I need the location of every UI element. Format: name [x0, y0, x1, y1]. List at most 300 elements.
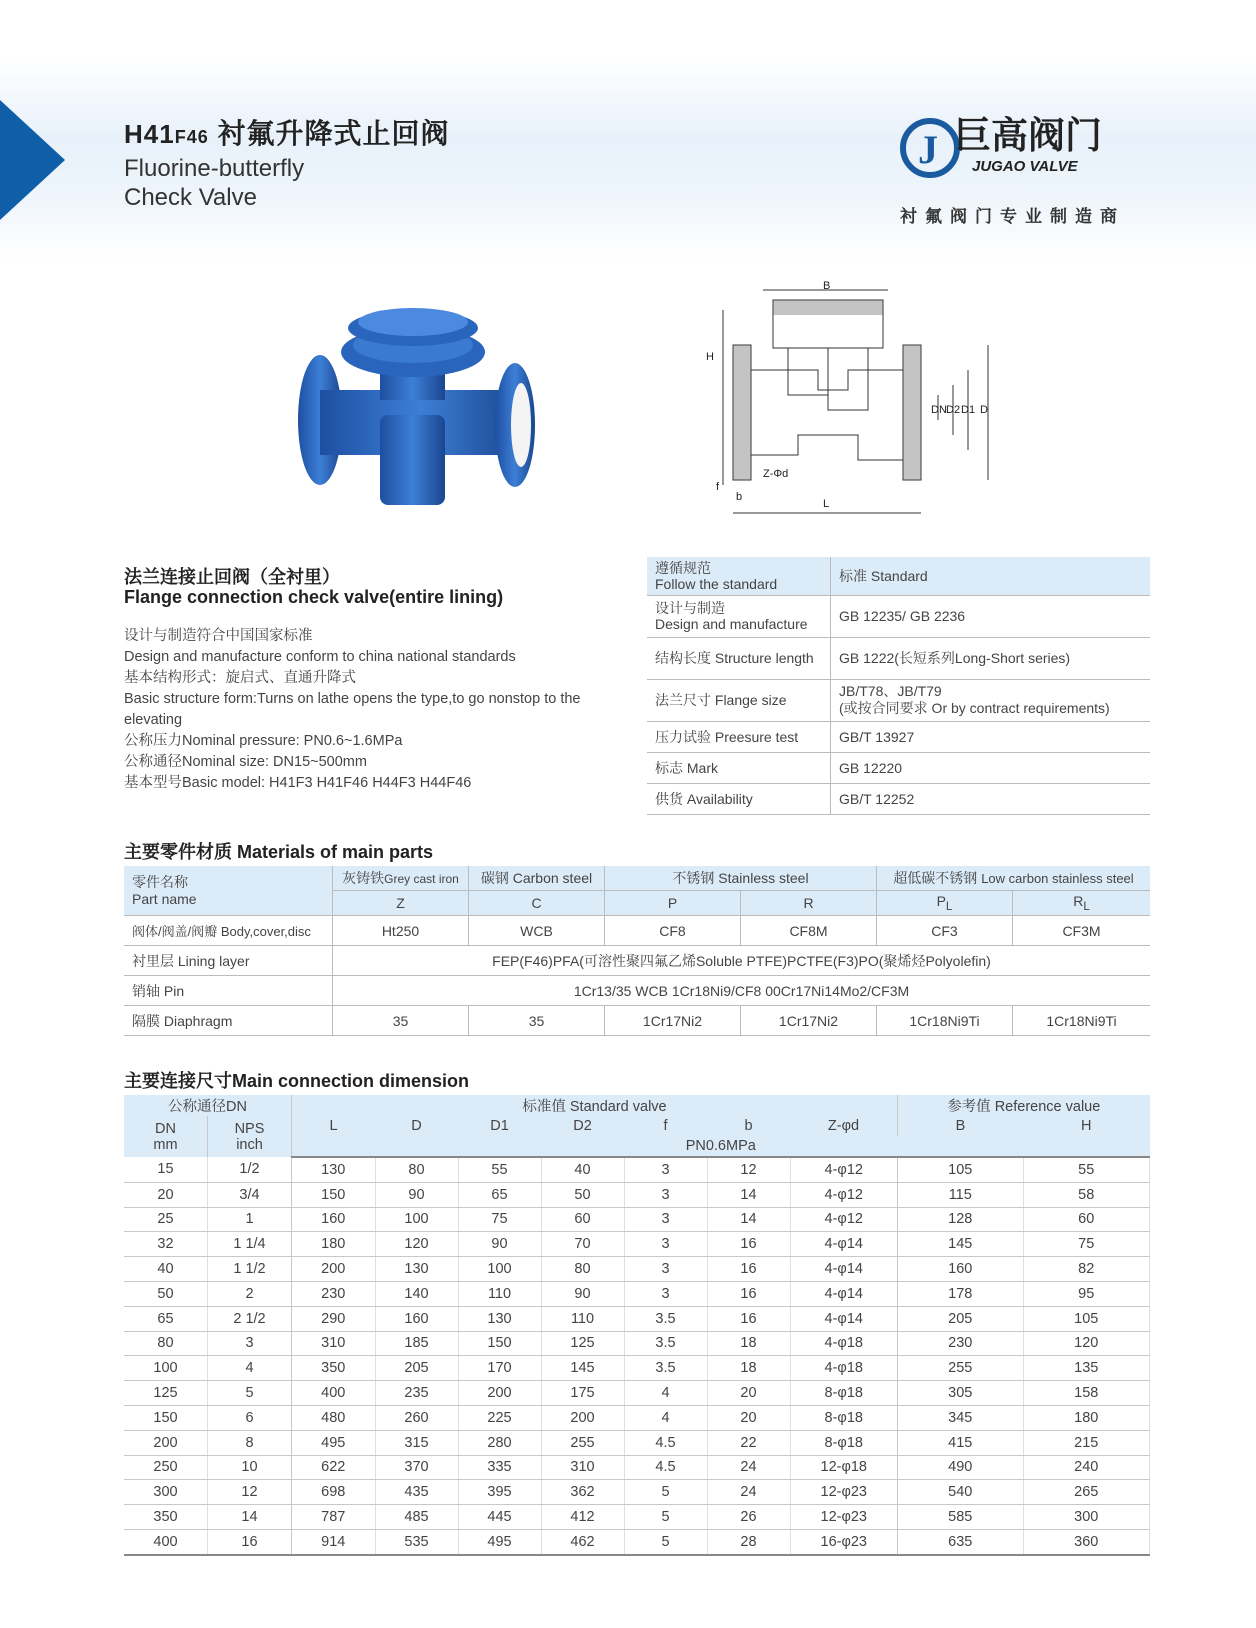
table-cell: 150	[292, 1182, 376, 1207]
svg-text:J: J	[918, 127, 938, 172]
table-cell: 16	[707, 1281, 790, 1306]
material-value: CF3	[877, 916, 1013, 946]
dim-h-label: H	[706, 351, 714, 363]
table-cell: 280	[458, 1430, 541, 1455]
logo-name-zh: 巨高阀门	[954, 114, 1102, 157]
table-cell: 495	[458, 1529, 541, 1554]
table-cell: 115	[898, 1182, 1024, 1207]
dim-header-ref: 参考值 Reference value	[898, 1095, 1150, 1116]
table-cell: 160	[375, 1306, 458, 1331]
table-cell: 145	[541, 1356, 624, 1381]
standards-row	[647, 783, 1150, 814]
std-value: JB/T78、JB/T79	[839, 683, 942, 699]
std-value: GB 1222(长短系列Long-Short series)	[831, 637, 1151, 679]
intro-text	[124, 626, 604, 794]
table-cell: 4-φ14	[790, 1257, 898, 1282]
material-value: CF8M	[741, 916, 877, 946]
table-cell: 130	[458, 1306, 541, 1331]
table-cell: 75	[458, 1207, 541, 1232]
table-cell: 100	[375, 1207, 458, 1232]
col-d1: D1	[458, 1116, 541, 1136]
material-value: 1Cr18Ni9Ti	[877, 1006, 1013, 1036]
col-l: L	[292, 1116, 376, 1136]
table-cell: 105	[898, 1157, 1024, 1182]
table-cell: 175	[541, 1381, 624, 1406]
dim-dn-label: DN	[931, 404, 947, 416]
table-cell: 4	[624, 1405, 707, 1430]
intro-line: 公称压力Nominal pressure: PN0.6~1.6MPa	[124, 733, 403, 749]
table-cell: 178	[898, 1281, 1024, 1306]
table-cell: 5	[624, 1529, 707, 1554]
table-cell: 1 1/4	[208, 1232, 292, 1257]
table-cell: 462	[541, 1529, 624, 1554]
table-cell: 200	[292, 1257, 376, 1282]
col-z: Z-φd	[790, 1116, 898, 1136]
table-cell: 20	[124, 1182, 208, 1207]
table-cell: 128	[898, 1207, 1024, 1232]
std-value: GB/T 12252	[831, 783, 1151, 814]
standards-row	[647, 679, 1150, 721]
table-cell: 6	[208, 1405, 292, 1430]
table-cell: 65	[124, 1306, 208, 1331]
table-cell: 12-φ23	[790, 1480, 898, 1505]
low-carbon-en: Low carbon stainless steel	[981, 871, 1134, 886]
table-cell: 16	[707, 1257, 790, 1282]
table-cell: 335	[458, 1455, 541, 1480]
code-rl-sub: L	[1083, 899, 1090, 913]
stainless-zh: 不锈钢	[672, 870, 715, 886]
table-cell: 110	[541, 1306, 624, 1331]
material-value: 35	[469, 1006, 605, 1036]
table-cell: 400	[124, 1529, 208, 1554]
code-p: P	[605, 891, 741, 916]
table-cell: 20	[707, 1405, 790, 1430]
table-cell: 260	[375, 1405, 458, 1430]
code-r: R	[741, 891, 877, 916]
table-cell: 16	[707, 1232, 790, 1257]
table-cell: 40	[541, 1157, 624, 1182]
table-cell: 4	[208, 1356, 292, 1381]
intro-line: Design and manufacture conform to china national standards	[124, 649, 516, 665]
materials-row-diaphragm	[124, 1006, 1150, 1036]
intro-heading-en: Flange connection check valve(entire lining)	[124, 587, 504, 607]
table-cell: 22	[707, 1430, 790, 1455]
page-title	[124, 112, 450, 152]
table-cell: 230	[292, 1281, 376, 1306]
table-cell: 230	[898, 1331, 1024, 1356]
intro-line: 基本型号Basic model: H41F3 H41F46 H44F3 H44F46	[124, 775, 472, 791]
table-cell: 350	[124, 1505, 208, 1530]
table-row	[124, 1381, 1150, 1406]
material-value: 1Cr18Ni9Ti	[1013, 1006, 1151, 1036]
standards-header	[647, 557, 1150, 595]
materials-title: 主要零件材质 Materials of main parts	[124, 842, 434, 862]
code-pl-sub: L	[945, 899, 953, 913]
table-cell: 205	[898, 1306, 1024, 1331]
table-cell: 180	[292, 1232, 376, 1257]
table-cell: 622	[292, 1455, 376, 1480]
table-cell: 95	[1023, 1281, 1150, 1306]
dim-body	[124, 1157, 1150, 1555]
standards-row	[647, 595, 1150, 637]
table-cell: 3.5	[624, 1306, 707, 1331]
materials-row-lining	[124, 946, 1150, 976]
table-cell: 26	[707, 1505, 790, 1530]
dim-header-std: 标准值 Standard valve	[292, 1095, 898, 1116]
table-cell: 3	[624, 1182, 707, 1207]
table-cell: 16	[208, 1529, 292, 1554]
table-cell: 4-φ12	[790, 1157, 898, 1182]
code-c: C	[469, 891, 605, 916]
table-row	[124, 1306, 1150, 1331]
table-cell: 75	[1023, 1232, 1150, 1257]
table-cell: 140	[375, 1281, 458, 1306]
std-head-k1: 遵循规范	[655, 559, 711, 576]
table-cell: 8-φ18	[790, 1381, 898, 1406]
table-cell: 300	[1023, 1505, 1150, 1530]
dim-z-label: Z-Φd	[763, 468, 789, 480]
intro-heading-zh: 法兰连接止回阀（全衬里）	[124, 567, 340, 587]
table-row	[124, 1405, 1150, 1430]
table-cell: 535	[375, 1529, 458, 1554]
table-row	[124, 1455, 1150, 1480]
table-cell: 360	[1023, 1529, 1150, 1554]
table-cell: 310	[292, 1331, 376, 1356]
table-cell: 290	[292, 1306, 376, 1331]
std-value: GB 12220	[831, 752, 1151, 783]
table-cell: 200	[458, 1381, 541, 1406]
technical-drawing	[706, 280, 1043, 540]
table-cell: 3.5	[624, 1331, 707, 1356]
table-row	[124, 1529, 1150, 1554]
table-cell: 240	[1023, 1455, 1150, 1480]
table-cell: 490	[898, 1455, 1024, 1480]
std-key: 标志 Mark	[647, 752, 831, 783]
material-value: WCB	[469, 916, 605, 946]
table-cell: 55	[458, 1157, 541, 1182]
table-cell: 58	[1023, 1182, 1150, 1207]
table-cell: 25	[124, 1207, 208, 1232]
material-value: 1Cr17Ni2	[605, 1006, 741, 1036]
table-cell: 20	[707, 1381, 790, 1406]
table-cell: 914	[292, 1529, 376, 1554]
grey-en: Grey cast iron	[384, 872, 459, 886]
dim-f-label: f	[716, 481, 720, 493]
dim-pressure: PN0.6MPa	[292, 1136, 1150, 1157]
valve-photo	[285, 300, 560, 535]
title-en-line1: Fluorine-butterfly	[124, 155, 305, 182]
material-value: CF8	[605, 916, 741, 946]
part-name-zh: 零件名称	[132, 873, 188, 890]
table-cell: 250	[124, 1455, 208, 1480]
table-cell: 435	[375, 1480, 458, 1505]
dim-l-label: L	[823, 498, 830, 510]
table-cell: 50	[541, 1182, 624, 1207]
table-cell: 100	[458, 1257, 541, 1282]
table-cell: 395	[458, 1480, 541, 1505]
material-label: 隔膜 Diaphragm	[124, 1006, 333, 1036]
table-cell: 415	[898, 1430, 1024, 1455]
table-cell: 315	[375, 1430, 458, 1455]
intro-line: 基本结构形式：旋启式、直通升降式	[124, 670, 356, 686]
table-cell: 12-φ18	[790, 1455, 898, 1480]
table-cell: 8-φ18	[790, 1405, 898, 1430]
grey-zh: 灰铸铁	[342, 870, 385, 886]
table-cell: 350	[292, 1356, 376, 1381]
table-cell: 787	[292, 1505, 376, 1530]
dim-d-label: D	[980, 404, 988, 416]
table-cell: 180	[1023, 1405, 1150, 1430]
table-cell: 495	[292, 1430, 376, 1455]
table-cell: 125	[541, 1331, 624, 1356]
table-cell: 15	[124, 1157, 208, 1182]
table-cell: 4-φ14	[790, 1232, 898, 1257]
page-subtitle	[124, 154, 304, 212]
material-value: 1Cr17Ni2	[741, 1006, 877, 1036]
col-nps-unit: inch	[236, 1136, 263, 1153]
table-cell: 370	[375, 1455, 458, 1480]
table-cell: 310	[541, 1455, 624, 1480]
materials-row-pin	[124, 976, 1150, 1006]
table-cell: 5	[624, 1480, 707, 1505]
table-cell: 4-φ14	[790, 1306, 898, 1331]
table-cell: 265	[1023, 1480, 1150, 1505]
table-cell: 4-φ12	[790, 1207, 898, 1232]
col-dn-unit: mm	[153, 1136, 178, 1153]
table-cell: 65	[458, 1182, 541, 1207]
dim-colhead-row	[124, 1116, 1150, 1136]
standards-row	[647, 637, 1150, 679]
std-value: GB 12235/ GB 2236	[831, 595, 1151, 637]
table-cell: 160	[292, 1207, 376, 1232]
materials-header-row	[124, 866, 1150, 891]
table-cell: 135	[1023, 1356, 1150, 1381]
table-cell: 3/4	[208, 1182, 292, 1207]
table-cell: 28	[707, 1529, 790, 1554]
table-cell: 170	[458, 1356, 541, 1381]
std-key-en: Design and manufacture	[655, 616, 808, 632]
table-cell: 412	[541, 1505, 624, 1530]
table-cell: 32	[124, 1232, 208, 1257]
title-zh: 衬氟升降式止回阀	[217, 118, 450, 149]
table-row	[124, 1182, 1150, 1207]
table-cell: 255	[898, 1356, 1024, 1381]
table-row	[124, 1480, 1150, 1505]
table-cell: 1 1/2	[208, 1257, 292, 1282]
table-cell: 215	[1023, 1430, 1150, 1455]
dim-d2-label: D2	[946, 404, 961, 416]
std-key: 供货 Availability	[647, 783, 831, 814]
table-cell: 14	[208, 1505, 292, 1530]
table-cell: 145	[898, 1232, 1024, 1257]
material-label: 阀体/阀盖/阀瓣 Body,cover,disc	[124, 916, 333, 946]
code-pl: P	[936, 893, 946, 910]
table-cell: 130	[292, 1157, 376, 1182]
table-cell: 24	[707, 1455, 790, 1480]
std-value: GB/T 13927	[831, 721, 1151, 752]
table-cell: 345	[898, 1405, 1024, 1430]
table-cell: 10	[208, 1455, 292, 1480]
model-sub: F46	[174, 127, 209, 147]
part-name-en: Part name	[132, 890, 197, 907]
table-cell: 4-φ14	[790, 1281, 898, 1306]
table-cell: 18	[707, 1356, 790, 1381]
table-row	[124, 1157, 1150, 1182]
model-code: H41	[124, 119, 175, 149]
dim-d1-label: D1	[961, 404, 976, 416]
stainless-en: Stainless steel	[718, 870, 809, 886]
material-value: Ht250	[333, 916, 469, 946]
table-cell: 150	[124, 1405, 208, 1430]
table-row	[124, 1331, 1150, 1356]
table-cell: 300	[124, 1480, 208, 1505]
table-cell: 305	[898, 1381, 1024, 1406]
table-cell: 400	[292, 1381, 376, 1406]
col-f: f	[624, 1116, 707, 1136]
table-row	[124, 1207, 1150, 1232]
material-value: 35	[333, 1006, 469, 1036]
dim-header-row	[124, 1095, 1150, 1116]
col-b: b	[707, 1116, 790, 1136]
dimension-title: 主要连接尺寸Main connection dimension	[124, 1071, 470, 1091]
table-cell: 185	[375, 1331, 458, 1356]
table-cell: 3	[624, 1232, 707, 1257]
standards-table	[647, 557, 1150, 815]
std-key: 法兰尺寸 Flange size	[647, 679, 831, 721]
code-rl: R	[1073, 893, 1084, 910]
material-label: 衬里层 Lining layer	[124, 946, 333, 976]
table-cell: 235	[375, 1381, 458, 1406]
table-cell: 3	[624, 1257, 707, 1282]
materials-table	[124, 866, 1150, 1036]
table-cell: 120	[375, 1232, 458, 1257]
table-cell: 50	[124, 1281, 208, 1306]
carbon-zh: 碳钢	[480, 870, 509, 886]
table-cell: 8	[208, 1430, 292, 1455]
table-cell: 14	[707, 1207, 790, 1232]
table-cell: 90	[458, 1232, 541, 1257]
table-cell: 100	[124, 1356, 208, 1381]
table-cell: 205	[375, 1356, 458, 1381]
material-value: CF3M	[1013, 916, 1151, 946]
table-cell: 635	[898, 1529, 1024, 1554]
table-cell: 200	[124, 1430, 208, 1455]
table-cell: 40	[124, 1257, 208, 1282]
intro-line: 设计与制造符合中国国家标准	[124, 628, 313, 644]
table-cell: 1/2	[208, 1157, 292, 1182]
logo-name-en: JUGAO VALVE	[972, 158, 1078, 175]
table-cell: 4-φ18	[790, 1331, 898, 1356]
low-carbon-zh: 超低碳不锈钢	[893, 870, 978, 886]
table-cell: 2	[208, 1281, 292, 1306]
std-head-v: 标准 Standard	[831, 557, 1151, 595]
carbon-en: Carbon steel	[512, 870, 593, 886]
table-cell: 90	[375, 1182, 458, 1207]
material-label: 销轴 Pin	[124, 976, 333, 1006]
table-cell: 4.5	[624, 1455, 707, 1480]
table-cell: 90	[541, 1281, 624, 1306]
table-cell: 255	[541, 1430, 624, 1455]
arrow-decoration	[0, 100, 65, 220]
table-cell: 14	[707, 1182, 790, 1207]
brand-logo	[900, 113, 1158, 193]
std-key: 设计与制造	[655, 600, 725, 616]
std-head-k2: Follow the standard	[655, 575, 778, 592]
table-cell: 3	[624, 1207, 707, 1232]
table-cell: 485	[375, 1505, 458, 1530]
table-cell: 480	[292, 1405, 376, 1430]
col-bb: B	[898, 1116, 1024, 1136]
table-cell: 3	[624, 1157, 707, 1182]
materials-row-body	[124, 916, 1150, 946]
table-cell: 1	[208, 1207, 292, 1232]
table-cell: 18	[707, 1331, 790, 1356]
table-cell: 12-φ23	[790, 1505, 898, 1530]
table-cell: 445	[458, 1505, 541, 1530]
table-cell: 16-φ23	[790, 1529, 898, 1554]
col-nps: NPS	[234, 1120, 265, 1137]
col-h: H	[1023, 1116, 1150, 1136]
logo-tagline: 衬氟阀门专业制造商	[900, 207, 1125, 226]
table-row	[124, 1232, 1150, 1257]
table-cell: 16	[707, 1306, 790, 1331]
table-cell: 225	[458, 1405, 541, 1430]
standards-row	[647, 721, 1150, 752]
table-cell: 55	[1023, 1157, 1150, 1182]
table-cell: 4	[624, 1381, 707, 1406]
col-d2: D2	[541, 1116, 624, 1136]
table-row	[124, 1505, 1150, 1530]
standards-row	[647, 752, 1150, 783]
table-cell: 60	[541, 1207, 624, 1232]
table-cell: 150	[458, 1331, 541, 1356]
table-cell: 4-φ18	[790, 1356, 898, 1381]
dimension-table	[124, 1095, 1150, 1556]
table-cell: 110	[458, 1281, 541, 1306]
table-cell: 12	[707, 1157, 790, 1182]
table-cell: 200	[541, 1405, 624, 1430]
table-cell: 82	[1023, 1257, 1150, 1282]
dim-b-label: B	[823, 280, 831, 292]
material-value: FEP(F46)PFA(可溶性聚四氟乙烯Soluble PTFE)PCTFE(F3)PO(聚烯烃Polyolefin)	[333, 946, 1151, 976]
table-row	[124, 1257, 1150, 1282]
table-cell: 3	[624, 1281, 707, 1306]
table-cell: 5	[208, 1381, 292, 1406]
std-value-2: (或按合同要求 Or by contract requirements)	[839, 700, 1110, 716]
table-cell: 80	[124, 1331, 208, 1356]
col-dn: DN	[155, 1120, 176, 1137]
table-cell: 158	[1023, 1381, 1150, 1406]
table-row	[124, 1430, 1150, 1455]
table-cell: 80	[375, 1157, 458, 1182]
table-cell: 12	[208, 1480, 292, 1505]
table-cell: 125	[124, 1381, 208, 1406]
table-cell: 3	[208, 1331, 292, 1356]
table-cell: 540	[898, 1480, 1024, 1505]
std-key: 结构长度 Structure length	[647, 637, 831, 679]
table-cell: 120	[1023, 1331, 1150, 1356]
table-cell: 4.5	[624, 1430, 707, 1455]
table-cell: 60	[1023, 1207, 1150, 1232]
std-key: 压力试验 Preesure test	[647, 721, 831, 752]
table-cell: 5	[624, 1505, 707, 1530]
intro-line: Basic structure form:Turns on lathe opens the type,to go nonstop to the elevating	[124, 691, 581, 728]
table-cell: 105	[1023, 1306, 1150, 1331]
title-en-line2: Check Valve	[124, 184, 257, 211]
table-cell: 585	[898, 1505, 1024, 1530]
table-cell: 70	[541, 1232, 624, 1257]
table-cell: 698	[292, 1480, 376, 1505]
